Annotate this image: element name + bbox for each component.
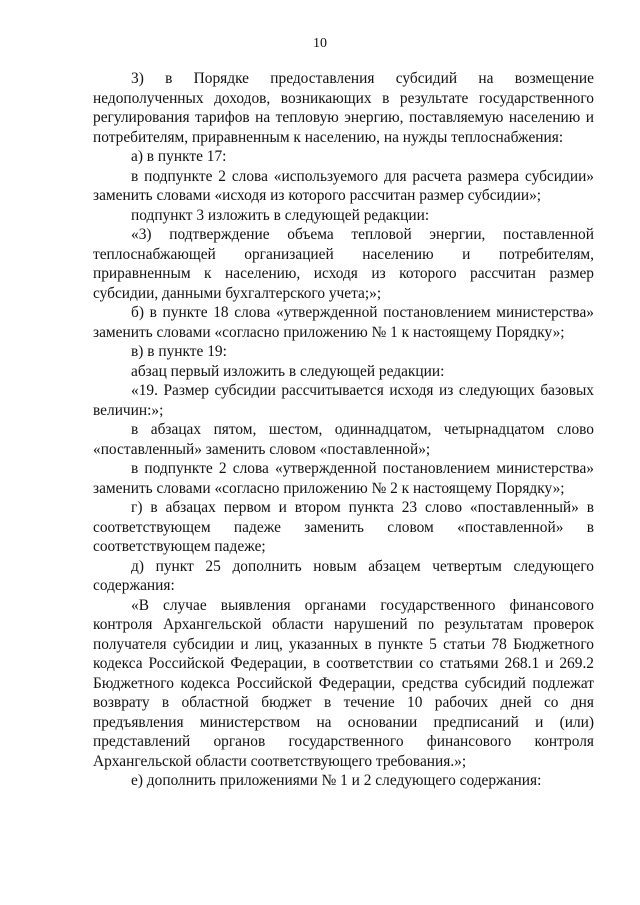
- paragraph-subpoint-3-text: «3) подтверждение объема тепловой энергии, поставленной теплоснабжающей организацией населению и потребителям, приравненным к населению, исходя из которого рассчитан размер субсидии, данными бухгалтерского учета;»;: [93, 226, 594, 302]
- paragraph-v-point-19: в) в пункте 19:: [131, 343, 227, 360]
- document-body: [93, 69, 594, 791]
- paragraph-abzacs-replace: в абзацах пятом, шестом, одиннадцатом, четырнадцатом слово «поставленный» заменить словом «поставленной»;: [93, 421, 594, 458]
- paragraph-g-point-23: г) в абзацах первом и втором пункта 23 слово «поставленный» в соответствующем падеже заменить словом «поставленной» в соответствующем падеже;: [93, 499, 594, 555]
- paragraph-3-intro: 3) в Порядке предоставления субсидий на возмещение недополученных доходов, возникающих в результате государственного регулирования тарифов на тепловую энергию, поставляемую населению и потребителям, приравненным к населению, на нужды теплоснабжения:: [93, 70, 594, 146]
- paragraph-e-appendices: е) дополнить приложениями № 1 и 2 следующего содержания:: [131, 772, 542, 789]
- paragraph-a-point-17: а) в пункте 17:: [131, 148, 227, 165]
- paragraph-b-point-18: б) в пункте 18 слова «утвержденной постановлением министерства» заменить словами «согласно приложению № 1 к настоящему Порядку»;: [93, 304, 594, 341]
- paragraph-d-point-25: д) пункт 25 дополнить новым абзацем четвертым следующего содержания:: [93, 557, 594, 594]
- paragraph-subpoint-3-edit: подпункт 3 изложить в следующей редакции:: [131, 206, 430, 224]
- paragraph-point-19-text: «19. Размер субсидии рассчитывается исходя из следующих базовых величин:»;: [93, 382, 594, 419]
- page-number: 10: [313, 36, 327, 51]
- paragraph-subpoint-2-replace: в подпункте 2 слова «используемого для расчета размера субсидии» заменить словами «исходя из которого рассчитан размер субсидии»;: [93, 167, 594, 204]
- paragraph-first-abzac-edit: абзац первый изложить в следующей редакции:: [131, 362, 445, 380]
- paragraph-subpoint-2-replace-2: в подпункте 2 слова «утвержденной постановлением министерства» заменить словами «согласно приложению № 2 к настоящему Порядку»;: [93, 460, 594, 497]
- paragraph-point-25-new-text: «В случае выявления органами государственного финансового контроля Архангельской области нарушений по результатам проверок получателя субсидии и лиц, указанных в пункте 5 статьи 78 Бюджетного кодекса Российской Федерации, в соответствии со статьями 268.1 и 269.2 Бюджетного кодекса Российской Федерации, средства субсидий подлежат возврату в областной бюджет в течение 10 рабочих дней со дня предъявления министерством на основании предписаний и (или) представлений органов государственного финансового контроля Архангельской области соответствующего требования.»;: [93, 596, 594, 770]
